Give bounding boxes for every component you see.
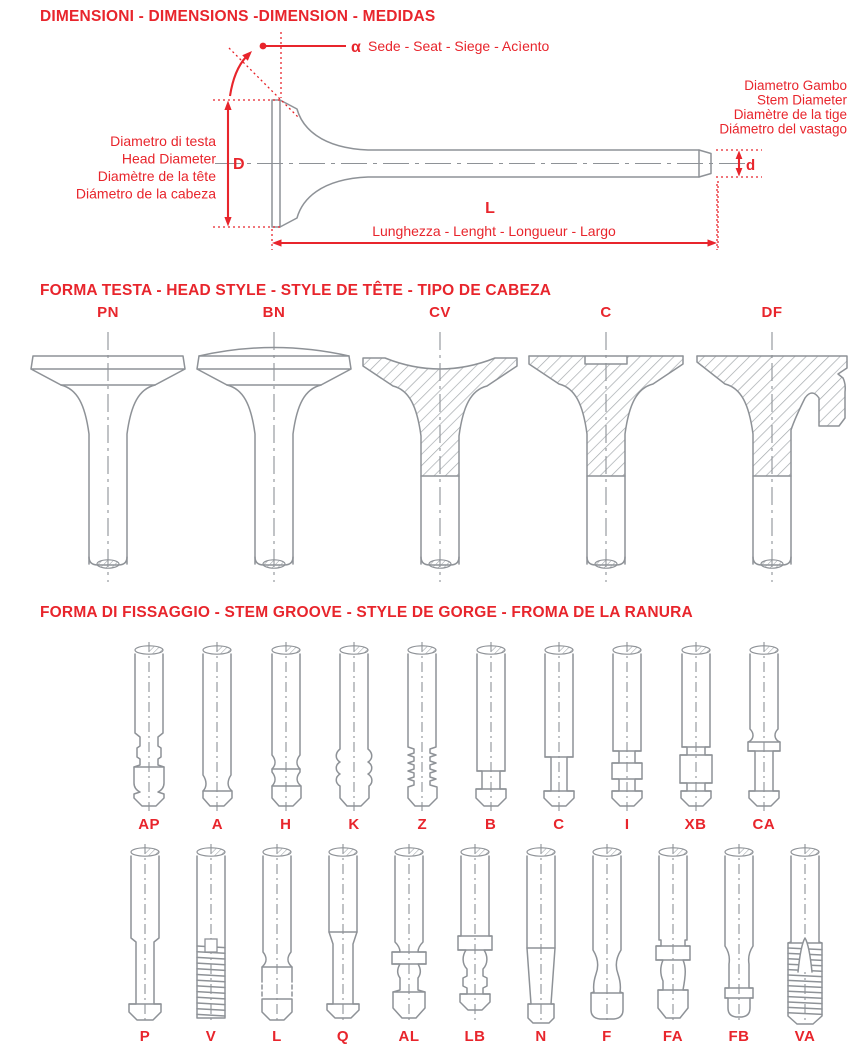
- stem-groove-item-q: [310, 842, 376, 1045]
- stem-groove-label: A: [211, 816, 224, 833]
- head-style-label: CV: [429, 304, 451, 321]
- head-style-drawing-bn: [191, 326, 357, 588]
- stem-groove-item-ap: [115, 640, 183, 833]
- stem-groove-drawing-al: [375, 842, 443, 1026]
- stem-groove-label: F: [602, 1028, 612, 1045]
- head-diameter-symbol: D: [233, 156, 245, 173]
- head-style-item-bn: [191, 304, 357, 588]
- stem-diameter-line-2: Stem Diameter: [756, 92, 847, 108]
- dimension-diagram: [0, 25, 860, 265]
- stem-groove-label: AL: [398, 1028, 420, 1045]
- stem-groove-item-c: [525, 640, 593, 833]
- stem-groove-item-k: [320, 640, 388, 833]
- stem-groove-label: CA: [752, 816, 776, 833]
- alpha-symbol: α: [351, 39, 361, 56]
- stem-groove-label: AP: [138, 816, 161, 833]
- stem-groove-label: N: [535, 1028, 547, 1045]
- valve-outline-drawing: [215, 100, 748, 227]
- section-title-head-style: FORMA TESTA - HEAD STYLE - STYLE DE TÊTE - TIPO DE CABEZA: [40, 282, 552, 299]
- stem-groove-row-1: [115, 640, 798, 833]
- stem-groove-drawing-va: [771, 842, 839, 1026]
- stem-groove-drawing-a: [183, 640, 251, 814]
- head-style-drawing-c: [523, 326, 689, 588]
- stem-groove-drawing-l: [243, 842, 311, 1026]
- head-style-item-df: [689, 304, 855, 588]
- head-style-item-cv: [357, 304, 523, 588]
- stem-diameter-symbol: d: [746, 157, 756, 174]
- head-style-item-pn: [25, 304, 191, 588]
- stem-groove-label: P: [139, 1028, 151, 1045]
- stem-groove-drawing-b: [457, 640, 525, 814]
- head-diameter-line-2: Head Diameter: [121, 150, 216, 167]
- stem-groove-drawing-k: [320, 640, 388, 814]
- stem-groove-drawing-f: [573, 842, 641, 1026]
- head-diameter-line-1: Diametro di testa: [110, 133, 216, 149]
- stem-groove-drawing-lb: [441, 842, 509, 1026]
- stem-groove-item-n: [508, 842, 574, 1045]
- stem-groove-label: H: [280, 816, 292, 833]
- stem-groove-item-i: [593, 640, 661, 833]
- stem-groove-label: FA: [662, 1028, 684, 1045]
- head-style-item-c: [523, 304, 689, 588]
- stem-groove-drawing-fa: [639, 842, 707, 1026]
- stem-groove-drawing-n: [507, 842, 575, 1026]
- length-symbol: L: [485, 200, 495, 217]
- stem-groove-item-va: [772, 842, 838, 1045]
- head-style-label: PN: [97, 304, 119, 321]
- head-style-label: BN: [262, 304, 286, 321]
- stem-groove-label: V: [205, 1028, 217, 1045]
- head-style-label: C: [600, 304, 612, 321]
- length-label: Lunghezza - Lenght - Longueur - Largo: [372, 223, 616, 239]
- head-diameter-line-3: Diamètre de la tête: [97, 168, 216, 184]
- stem-groove-label: XB: [684, 816, 707, 833]
- stem-groove-item-ca: [730, 640, 798, 833]
- stem-groove-label: Z: [417, 816, 428, 833]
- stem-groove-item-a: [183, 640, 251, 833]
- section-title-dimensions: DIMENSIONI - DIMENSIONS -DIMENSION - MEDIDAS: [40, 8, 436, 25]
- head-style-drawing-cv: [357, 326, 523, 588]
- head-style-label: DF: [761, 304, 783, 321]
- stem-groove-drawing-z: [388, 640, 456, 814]
- stem-groove-item-p: [112, 842, 178, 1045]
- section-title-stem-groove: FORMA DI FISSAGGIO - STEM GROOVE - STYLE DE GORGE - FROMA DE LA RANURA: [40, 604, 693, 621]
- stem-groove-item-h: [252, 640, 320, 833]
- stem-groove-label: L: [272, 1028, 282, 1045]
- dimension-annotations: [213, 32, 762, 250]
- stem-groove-item-al: [376, 842, 442, 1045]
- stem-groove-item-b: [456, 640, 524, 833]
- stem-groove-item-v: [178, 842, 244, 1045]
- stem-groove-drawing-i: [593, 640, 661, 814]
- seat-label: Sede - Seat - Siege - Acìento: [368, 38, 550, 54]
- head-diameter-line-4: Diámetro de la cabeza: [75, 185, 216, 202]
- stem-groove-item-xb: [661, 640, 729, 833]
- stem-groove-label: I: [624, 816, 630, 833]
- stem-groove-item-fb: [706, 842, 772, 1045]
- stem-groove-label: C: [553, 816, 565, 833]
- head-style-row: [25, 304, 855, 588]
- stem-groove-label: B: [484, 816, 497, 833]
- stem-groove-label: VA: [794, 1028, 816, 1045]
- stem-groove-item-f: [574, 842, 640, 1045]
- stem-groove-label: FB: [728, 1028, 750, 1045]
- stem-groove-label: Q: [336, 1028, 350, 1045]
- stem-groove-label: K: [348, 816, 360, 833]
- stem-groove-drawing-q: [309, 842, 377, 1026]
- stem-groove-drawing-v: [177, 842, 245, 1026]
- stem-diameter-line-3: Diamètre de la tige: [733, 107, 847, 122]
- stem-groove-row-2: [112, 842, 838, 1045]
- stem-groove-drawing-p: [111, 842, 179, 1026]
- head-style-drawing-df: [689, 326, 855, 588]
- stem-groove-drawing-ap: [115, 640, 183, 814]
- stem-diameter-line-1: Diametro Gambo: [744, 78, 847, 93]
- stem-groove-label: LB: [464, 1028, 486, 1045]
- stem-groove-item-l: [244, 842, 310, 1045]
- stem-groove-item-lb: [442, 842, 508, 1045]
- stem-groove-drawing-c: [525, 640, 593, 814]
- stem-diameter-line-4: Diámetro del vastago: [719, 121, 847, 137]
- stem-groove-drawing-xb: [662, 640, 730, 814]
- stem-groove-drawing-ca: [730, 640, 798, 814]
- stem-groove-drawing-fb: [705, 842, 773, 1026]
- head-style-drawing-pn: [25, 326, 191, 588]
- stem-groove-drawing-h: [252, 640, 320, 814]
- stem-groove-item-z: [388, 640, 456, 833]
- stem-groove-item-fa: [640, 842, 706, 1045]
